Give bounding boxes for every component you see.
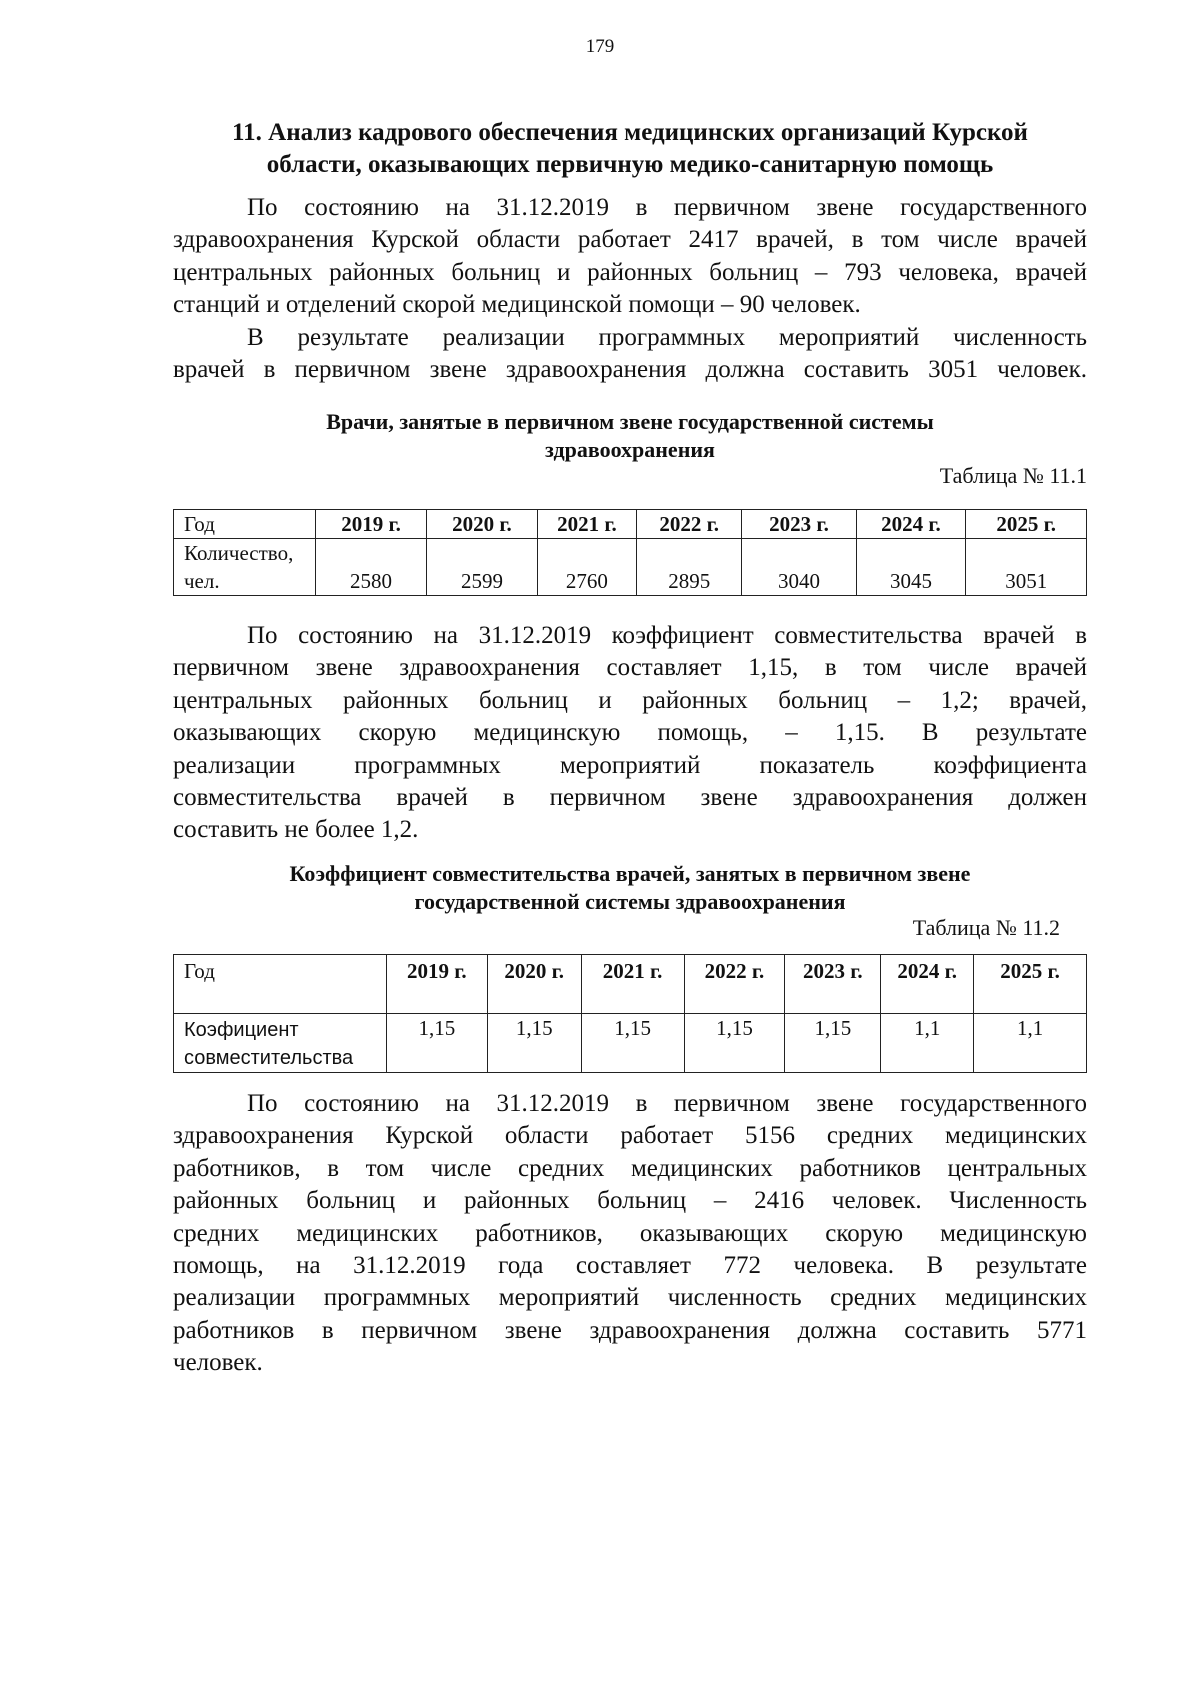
paragraph-doctors-target (173, 322, 1087, 387)
table-cell: 2599 (427, 539, 538, 596)
table-row-label-line: чел. (184, 569, 220, 593)
table-row-label (174, 539, 316, 596)
table-cell: 1,15 (684, 1014, 785, 1073)
table-cell: 2760 (537, 539, 636, 596)
table-cell: 3051 (966, 539, 1087, 596)
text-line: По состоянию на 31.12.2019 в первичном звене государственного (247, 1090, 1087, 1117)
table-header-row (174, 510, 1087, 539)
table-cell: 1,15 (487, 1014, 581, 1073)
table-cell: 2895 (636, 539, 742, 596)
table1-number: Таблица № 11.1 (939, 463, 1087, 488)
paragraph-coefficient (173, 620, 1087, 847)
table-header-cell: 2019 г. (386, 955, 487, 1014)
table-row-label-line: Количество, (184, 541, 294, 565)
table-header-cell: 2020 г. (487, 955, 581, 1014)
paragraph-nurses (173, 1088, 1087, 1380)
table-cell: 3045 (856, 539, 966, 596)
table-cell: 2580 (316, 539, 427, 596)
table1-caption-line: Врачи, занятые в первичном звене государственной системы (326, 409, 934, 434)
text-line: районных больниц и районных больниц – 2416 человек. Численность (173, 1187, 1087, 1215)
table-cell: 1,1 (974, 1014, 1087, 1073)
paragraph-doctors-count (173, 192, 1087, 322)
table2-caption-line: Коэффициент совместительства врачей, занятых в первичном звене (289, 861, 971, 886)
table1-caption-line: здравоохранения (545, 437, 715, 462)
text-line: совместительства врачей в первичном звене здравоохранения должен (173, 784, 1087, 812)
table-header-cell: 2024 г. (856, 510, 966, 539)
table2-caption (170, 860, 1090, 916)
table-header-cell: 2023 г. (785, 955, 881, 1014)
text-line: реализации программных мероприятий численность средних медицинских (173, 1284, 1087, 1312)
table-row (174, 1014, 1087, 1073)
table-header-cell: 2019 г. (316, 510, 427, 539)
table-header-cell: 2022 г. (684, 955, 785, 1014)
text-line: здравоохранения Курской области работает 5156 средних медицинских (173, 1122, 1087, 1150)
text-line: В результате реализации программных мероприятий численность (247, 324, 1087, 351)
table1-caption (230, 408, 1030, 464)
table-cell: 1,15 (581, 1014, 684, 1073)
table-doctors (173, 509, 1087, 596)
table-cell: 1,15 (785, 1014, 881, 1073)
text-line: По состоянию на 31.12.2019 коэффициент совместительства врачей в (247, 622, 1087, 649)
section-title (170, 117, 1090, 181)
table-header-cell: 2020 г. (427, 510, 538, 539)
table-row-label-line: совместительства (184, 1047, 354, 1069)
table-header-cell: Год (174, 955, 387, 1014)
text-line: человек. (173, 1349, 263, 1377)
table-header-cell: 2021 г. (537, 510, 636, 539)
text-line: средних медицинских работников, оказывающих скорую медицинскую (173, 1219, 1087, 1247)
table-header-cell: 2024 г. (881, 955, 974, 1014)
table-cell: 1,1 (881, 1014, 974, 1073)
text-line: станций и отделений скорой медицинской помощи – 90 человек. (173, 291, 861, 319)
table-cell: 1,15 (386, 1014, 487, 1073)
table-header-cell: Год (174, 510, 316, 539)
table-row (174, 539, 1087, 596)
text-line: помощь, на 31.12.2019 года составляет 772 человека. В результате (173, 1252, 1087, 1280)
table-header-cell: 2023 г. (742, 510, 856, 539)
text-line: оказывающих скорую медицинскую помощь, – 1,15. В результате (173, 719, 1087, 747)
table-header-cell: 2025 г. (966, 510, 1087, 539)
table-cell: 3040 (742, 539, 856, 596)
text-line: По состоянию на 31.12.2019 в первичном звене государственного (247, 194, 1087, 221)
table-header-row (174, 955, 1087, 1014)
text-line: работников, в том числе средних медицинских работников центральных (173, 1154, 1087, 1182)
table-header-cell: 2022 г. (636, 510, 742, 539)
text-line: работников в первичном звене здравоохранения должна составить 5771 (173, 1316, 1087, 1344)
text-line: здравоохранения Курской области работает 2417 врачей, в том числе врачей (173, 226, 1087, 254)
text-line: реализации программных мероприятий показатель коэффициента (173, 751, 1087, 779)
table2-caption-line: государственной системы здравоохранения (414, 889, 846, 914)
table-row-label (174, 1014, 387, 1073)
text-line: составить не более 1,2. (173, 816, 419, 844)
table2-number: Таблица № 11.2 (912, 915, 1060, 940)
section-title-line: 11. Анализ кадрового обеспечения медицинских организаций Курской (232, 119, 1028, 146)
text-line: врачей в первичном звене здравоохранения должна составить 3051 человек. (173, 356, 1087, 384)
text-line: центральных районных больниц и районных больниц – 793 человека, врачей (173, 258, 1087, 286)
table-coefficient (173, 954, 1087, 1073)
text-line: первичном звене здравоохранения составляет 1,15, в том числе врачей (173, 654, 1087, 682)
table-header-cell: 2025 г. (974, 955, 1087, 1014)
table-header-cell: 2021 г. (581, 955, 684, 1014)
section-title-line: области, оказывающих первичную медико-санитарную помощь (266, 151, 994, 178)
page-number: 179 (585, 36, 615, 57)
table-row-label-line: Коэфициент (184, 1019, 299, 1041)
text-line: центральных районных больниц и районных больниц – 1,2; врачей, (173, 686, 1087, 714)
